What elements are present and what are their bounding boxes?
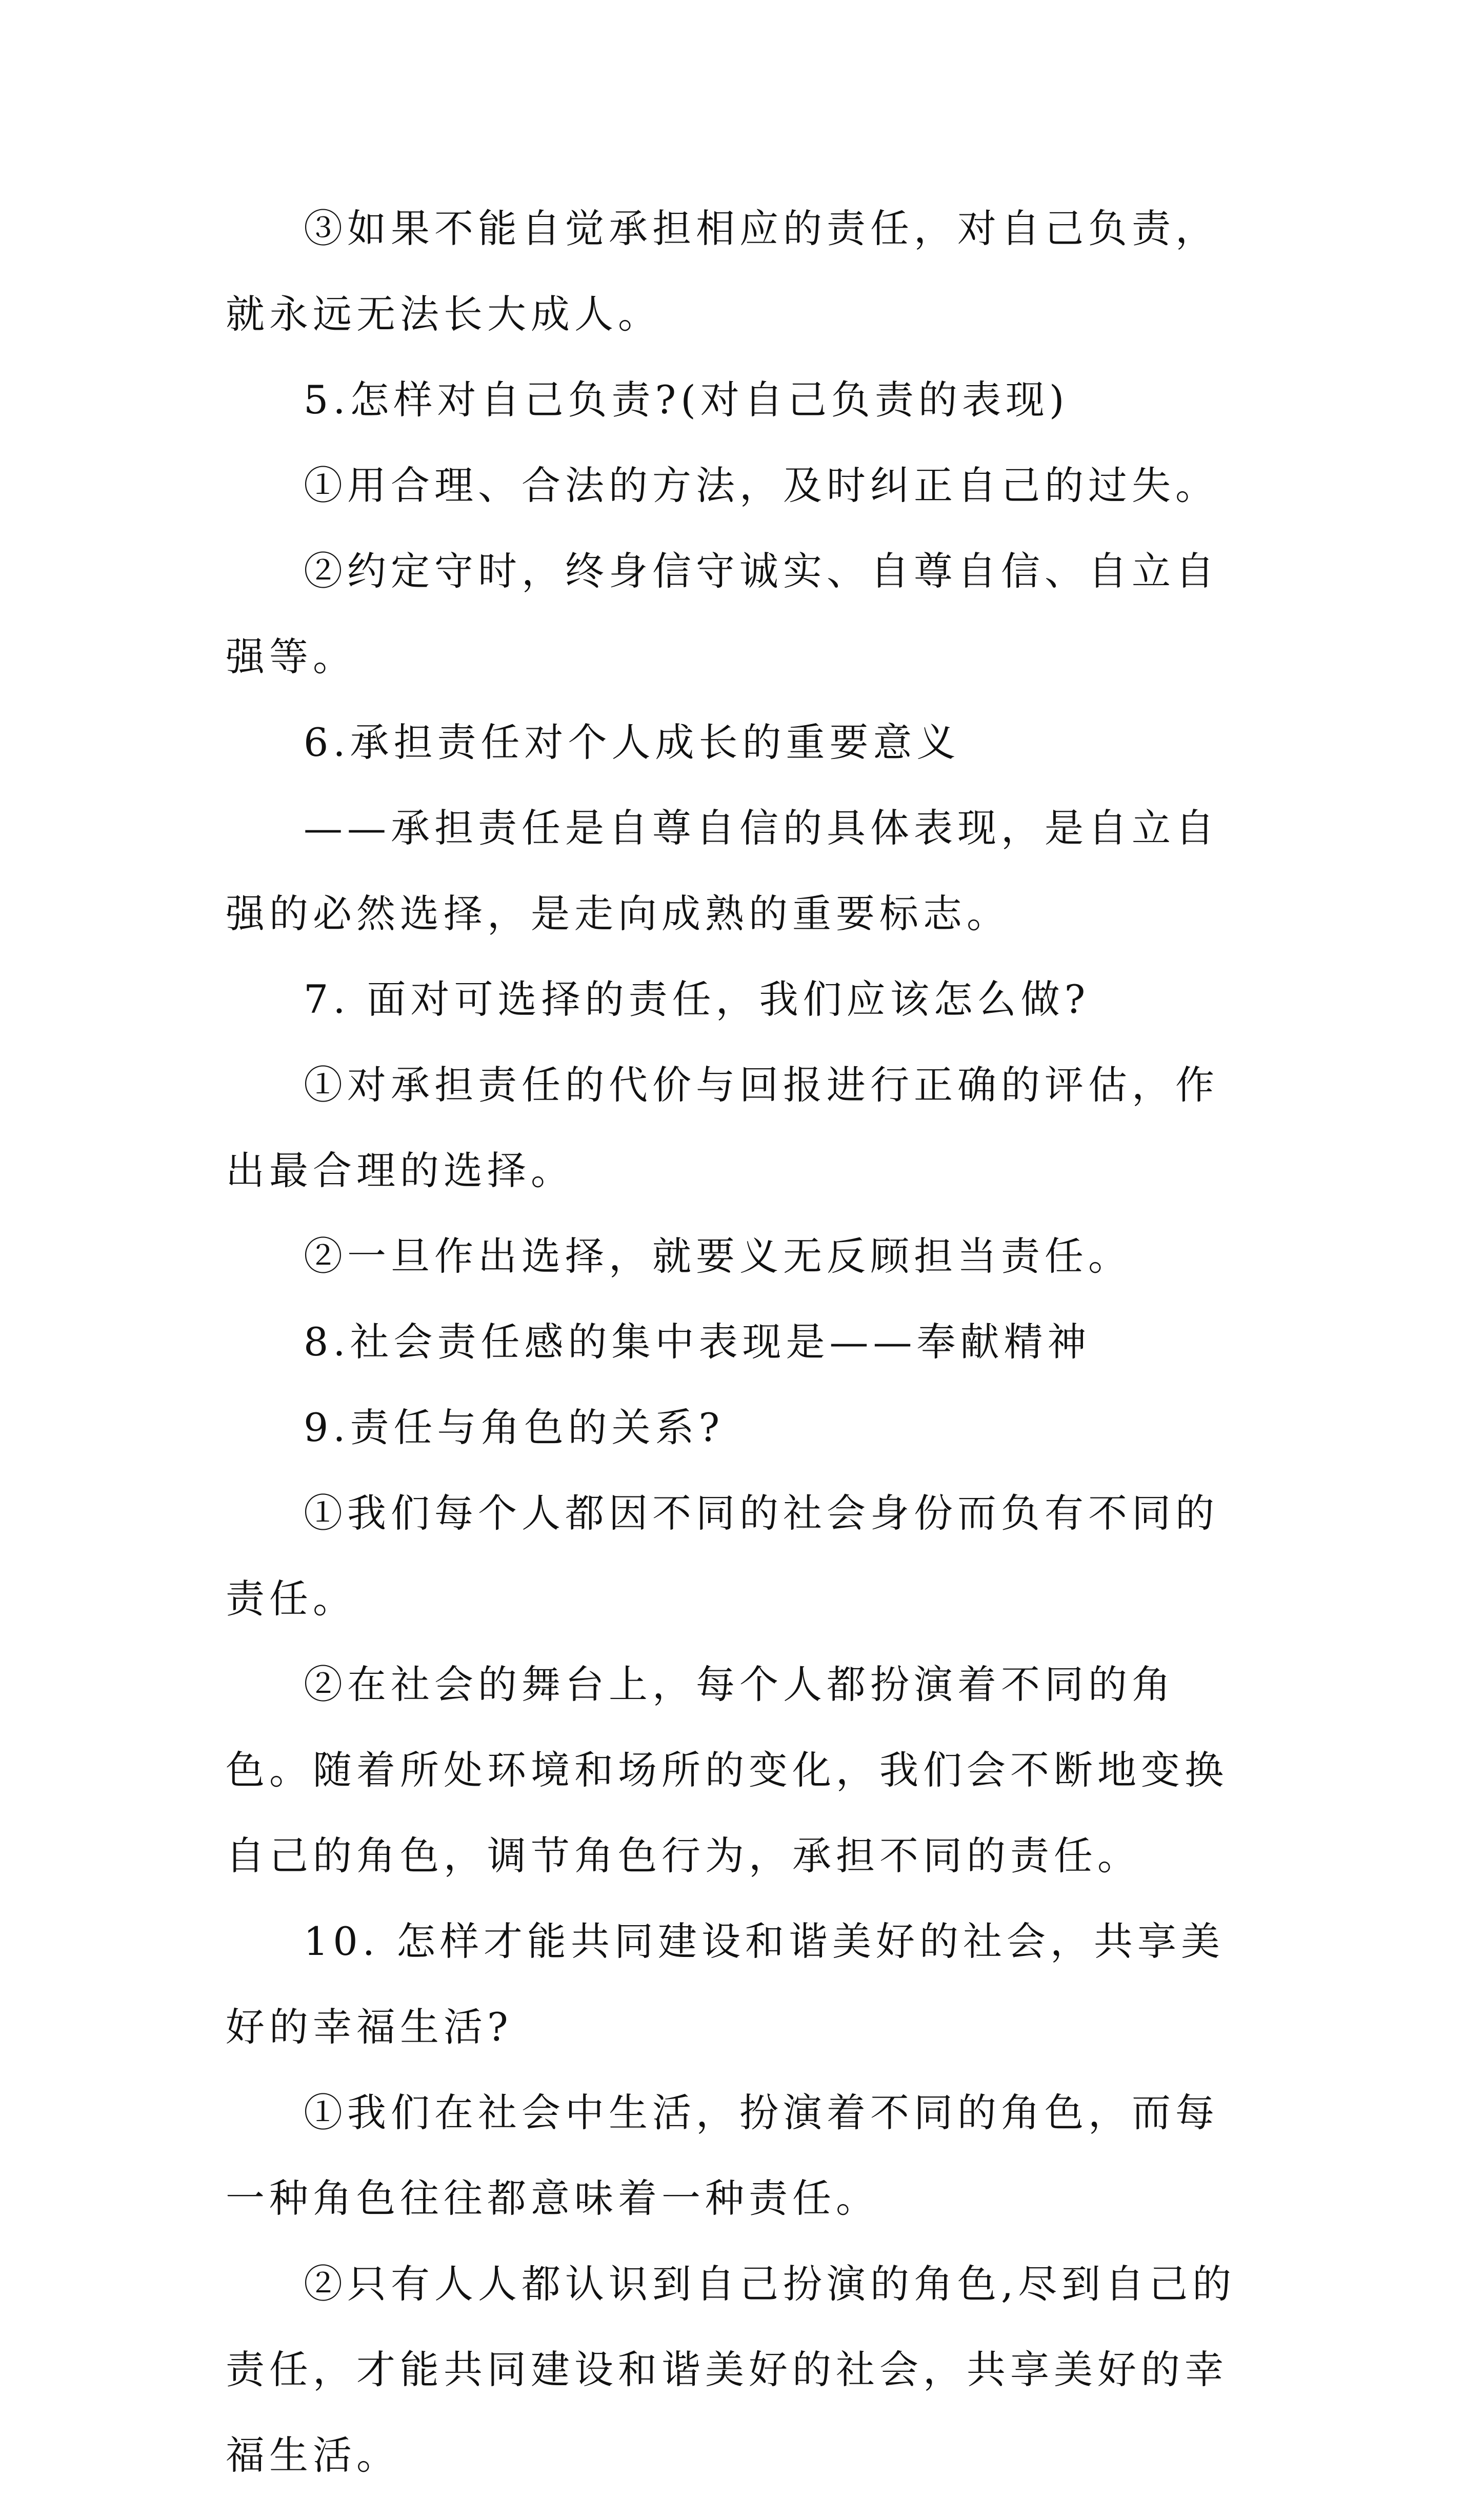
paragraph-responsibility-growth: ③如果不能自觉承担相应的责任，对自己负责，就永远无法长大成人。 (226, 206, 1219, 337)
paragraph-q9-point1: ①我们每个人都因不同的社会身份而负有不同的责任。 (226, 1490, 1219, 1622)
document-body (226, 186, 1251, 2498)
paragraph-q10-point1: ①我们在社会中生活，扮演着不同的角色，而每一种角色往往都意味着一种责任。 (226, 2090, 1219, 2221)
heading-q9: 9.责任与角色的关系? (304, 1405, 725, 1450)
paragraph-q7-point2: ②一旦作出选择，就要义无反顾担当责任。 (304, 1233, 1132, 1279)
paragraph-q6-answer: ——承担责任是自尊自信的具体表现，是自立自强的必然选择，是走向成熟的重要标志。 (226, 805, 1219, 936)
heading-q7: 7. 面对可选择的责任，我们应该怎么做? (304, 976, 1090, 1022)
heading-q10: 10. 怎样才能共同建设和谐美好的社会，共享美好的幸福生活? (226, 1919, 1225, 2050)
paragraph-q9-point2: ②在社会的舞台上，每个人都扮演着不同的角色。随着所处环境和场所的变化，我们会不断地变换自己的角色，调节角色行为，承担不同的责任。 (226, 1662, 1228, 1879)
paragraph-q5-point1: ①用合理、合法的方法，及时纠正自己的过失。 (304, 463, 1219, 508)
paragraph-q7-point1: ①对承担责任的代价与回报进行正确的评估，作出最合理的选择。 (226, 1062, 1219, 1193)
heading-q5: 5.怎样对自己负责?(对自己负责的表现) (304, 377, 1069, 423)
heading-q8: 8.社会责任感的集中表现是——奉献精神 (304, 1319, 1091, 1365)
heading-q6: 6.承担责任对个人成长的重要意义 (304, 720, 960, 765)
paragraph-q10-point2: ②只有人人都认识到自己扮演的角色,尽到自己的责任，才能共同建设和谐美好的社会，共享美好的幸福生活。 (226, 2261, 1236, 2478)
paragraph-q5-point2: ②约定守时，终身信守诚实、自尊自信、自立自强等。 (226, 548, 1219, 680)
